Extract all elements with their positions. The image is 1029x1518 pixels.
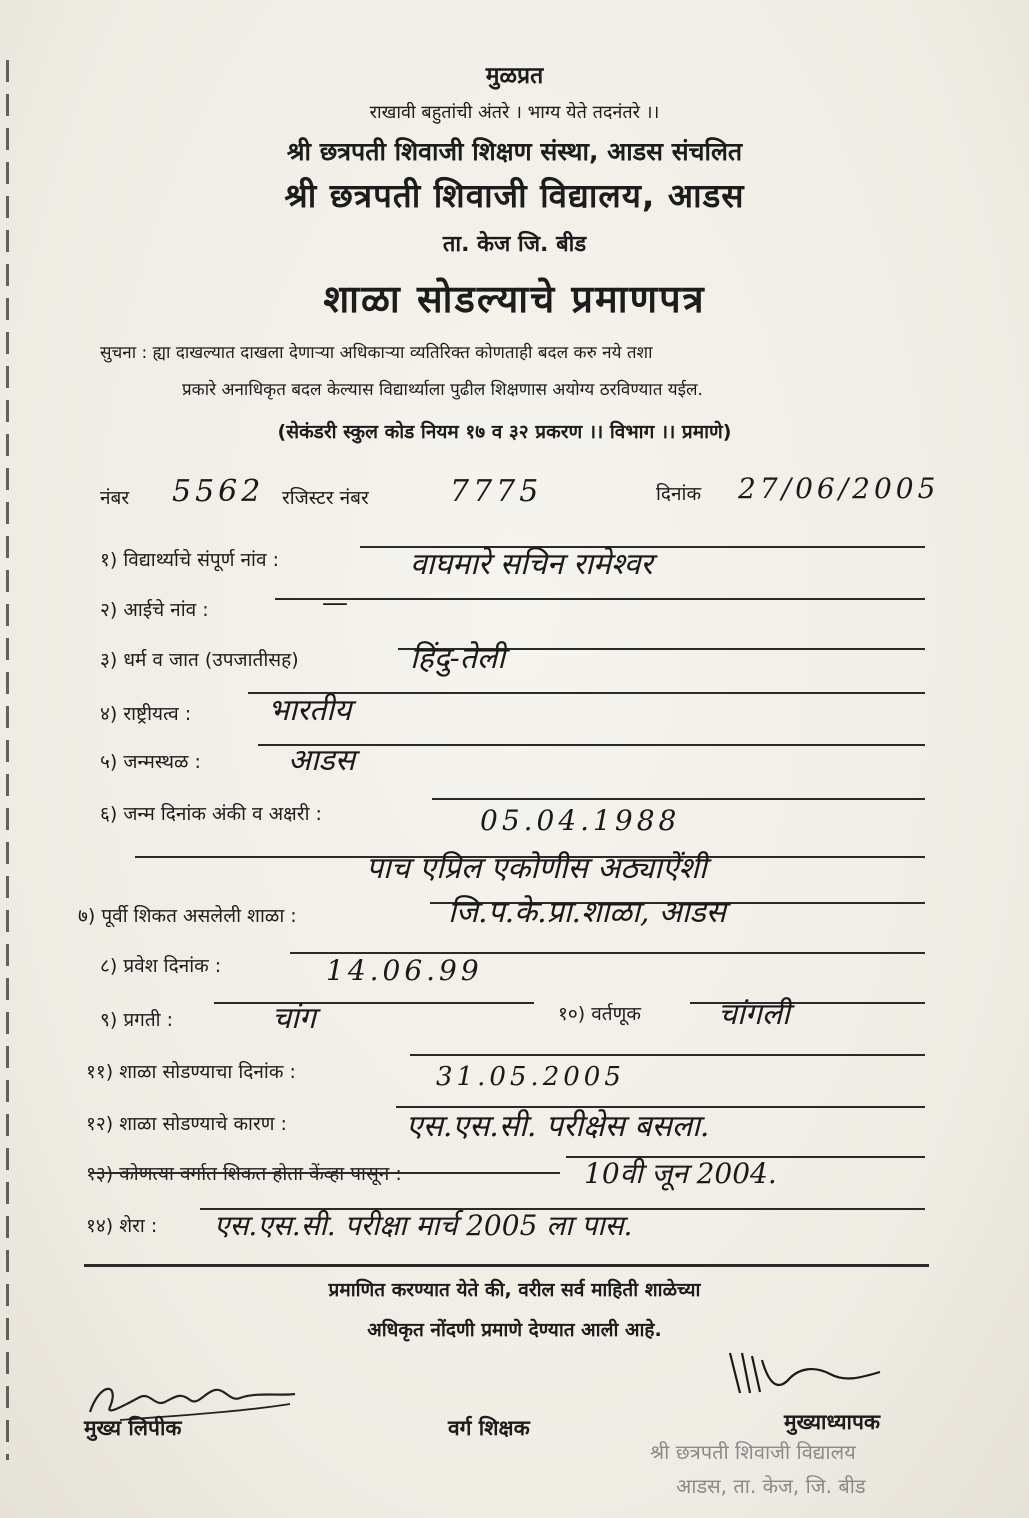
field-6-words: पाच एप्रिल एकोणीस अठ्याऐंशी <box>366 851 707 886</box>
field-4-label: ४) राष्ट्रीयत्व : <box>100 703 192 725</box>
field-2-label: २) आईचे नांव : <box>100 599 209 621</box>
field-6-digits: 05.04.1988 <box>480 804 681 837</box>
field-3-label: ३) धर्म व जात (उपजातीसह) <box>100 649 299 671</box>
certify-line-2: अधिकृत नोंदणी प्रमाणे देण्यात आली आहे. <box>367 1319 662 1341</box>
field-10-label: १०) वर्तणूक <box>558 1003 641 1025</box>
notice-line-1: सुचना : ह्या दाखल्यात दाखला देणाऱ्या अधिकाऱ्या व्यतिरिक्त कोणताही बदल करु नये तशा <box>100 343 653 363</box>
separator-line <box>84 1264 929 1267</box>
stamp-line-2: आडस, ता. केज, जि. बीड <box>676 1474 866 1498</box>
copy-type: मुळप्रत <box>485 63 544 89</box>
number-label: नंबर <box>100 487 130 509</box>
date-label: दिनांक <box>656 483 702 505</box>
field-2-line <box>275 598 925 600</box>
field-13-value: 10वी जून 2004. <box>584 1157 777 1190</box>
field-7-label: ७) पूर्वी शिकत असलेली शाळा : <box>78 905 297 927</box>
field-11-label: ११) शाळा सोडण्याचा दिनांक : <box>86 1061 296 1083</box>
taluka-district: ता. केज जि. बीड <box>442 232 587 257</box>
field-3-value: हिंदु-तेली <box>410 641 505 676</box>
headmaster-signature <box>720 1348 900 1408</box>
motto: राखावी बहुतांची अंतरे । भाग्य येते तदनंतरे ।। <box>369 102 660 123</box>
field-13-label: १३) कोणत्या वर्गात शिकत होता केंव्हा पासून : <box>86 1163 402 1185</box>
field-10-value: चांगली <box>718 997 790 1032</box>
code-rule: (सेकंडरी स्कुल कोड नियम १७ व ३२ प्रकरण ।। विभाग ।। प्रमाणे) <box>277 421 732 443</box>
field-2-value: — <box>322 588 348 618</box>
number-value: 5562 <box>172 474 265 509</box>
field-9-label: ९) प्रगती : <box>100 1009 174 1031</box>
certificate-title: शाळा सोडल्याचे प्रमाणपत्र <box>323 277 706 321</box>
field-8-label: ८) प्रवेश दिनांक : <box>100 955 222 977</box>
field-4-value: भारतीय <box>268 693 352 728</box>
society-name: श्री छत्रपती शिवाजी शिक्षण संस्था, आडस संचलित <box>286 137 743 166</box>
field-11-line <box>410 1054 925 1056</box>
field-5-label: ५) जन्मस्थळ : <box>100 751 201 773</box>
date-value: 27/06/2005 <box>738 472 940 505</box>
field-5-value: आडस <box>288 743 355 778</box>
field-14-label: १४) शेरा : <box>86 1215 158 1237</box>
stamp-line-1: श्री छत्रपती शिवाजी विद्यालय <box>650 1440 856 1464</box>
field-14-value: एस.एस.सी. परीक्षा मार्च 2005 ला पास. <box>214 1209 633 1242</box>
register-value: 7775 <box>450 474 543 509</box>
field-1-value: वाघमारे सचिन रामेश्वर <box>410 547 653 582</box>
register-label: रजिस्टर नंबर <box>282 487 369 509</box>
field-7-value: जि.प.के.प्रा.शाळा, आडस <box>448 895 726 930</box>
field-5-line <box>258 744 925 746</box>
binding-margin <box>6 60 9 1460</box>
field-13-strike <box>90 1172 560 1174</box>
field-8-value: 14.06.99 <box>326 954 483 987</box>
headmaster-label: मुख्याध्यापक <box>784 1410 881 1434</box>
notice-line-2: प्रकारे अनाधिकृत बदल केल्यास विद्यार्थ्याला पुढील शिक्षणास अयोग्य ठरविण्यात यईल. <box>182 380 703 400</box>
class-teacher-label: वर्ग शिक्षक <box>448 1416 530 1440</box>
field-6-line <box>432 798 925 800</box>
certify-line-1: प्रमाणित करण्यात येते की, वरील सर्व माहिती शाळेच्या <box>328 1279 701 1301</box>
field-11-value: 31.05.2005 <box>436 1062 625 1092</box>
clerk-label: मुख्य लिपीक <box>84 1416 182 1440</box>
school-name: श्री छत्रपती शिवाजी विद्यालय, आडस <box>284 176 745 215</box>
field-9-line <box>214 1002 534 1004</box>
field-1-label: १) विद्यार्थ्याचे संपूर्ण नांव : <box>100 549 279 571</box>
field-12-value: एस.एस.सी. परीक्षेस बसला. <box>406 1109 710 1144</box>
field-9-value: चांग <box>272 1001 316 1036</box>
field-12-label: १२) शाळा सोडण्याचे कारण : <box>86 1113 287 1135</box>
field-6-label: ६) जन्म दिनांक अंकी व अक्षरी : <box>100 803 322 825</box>
